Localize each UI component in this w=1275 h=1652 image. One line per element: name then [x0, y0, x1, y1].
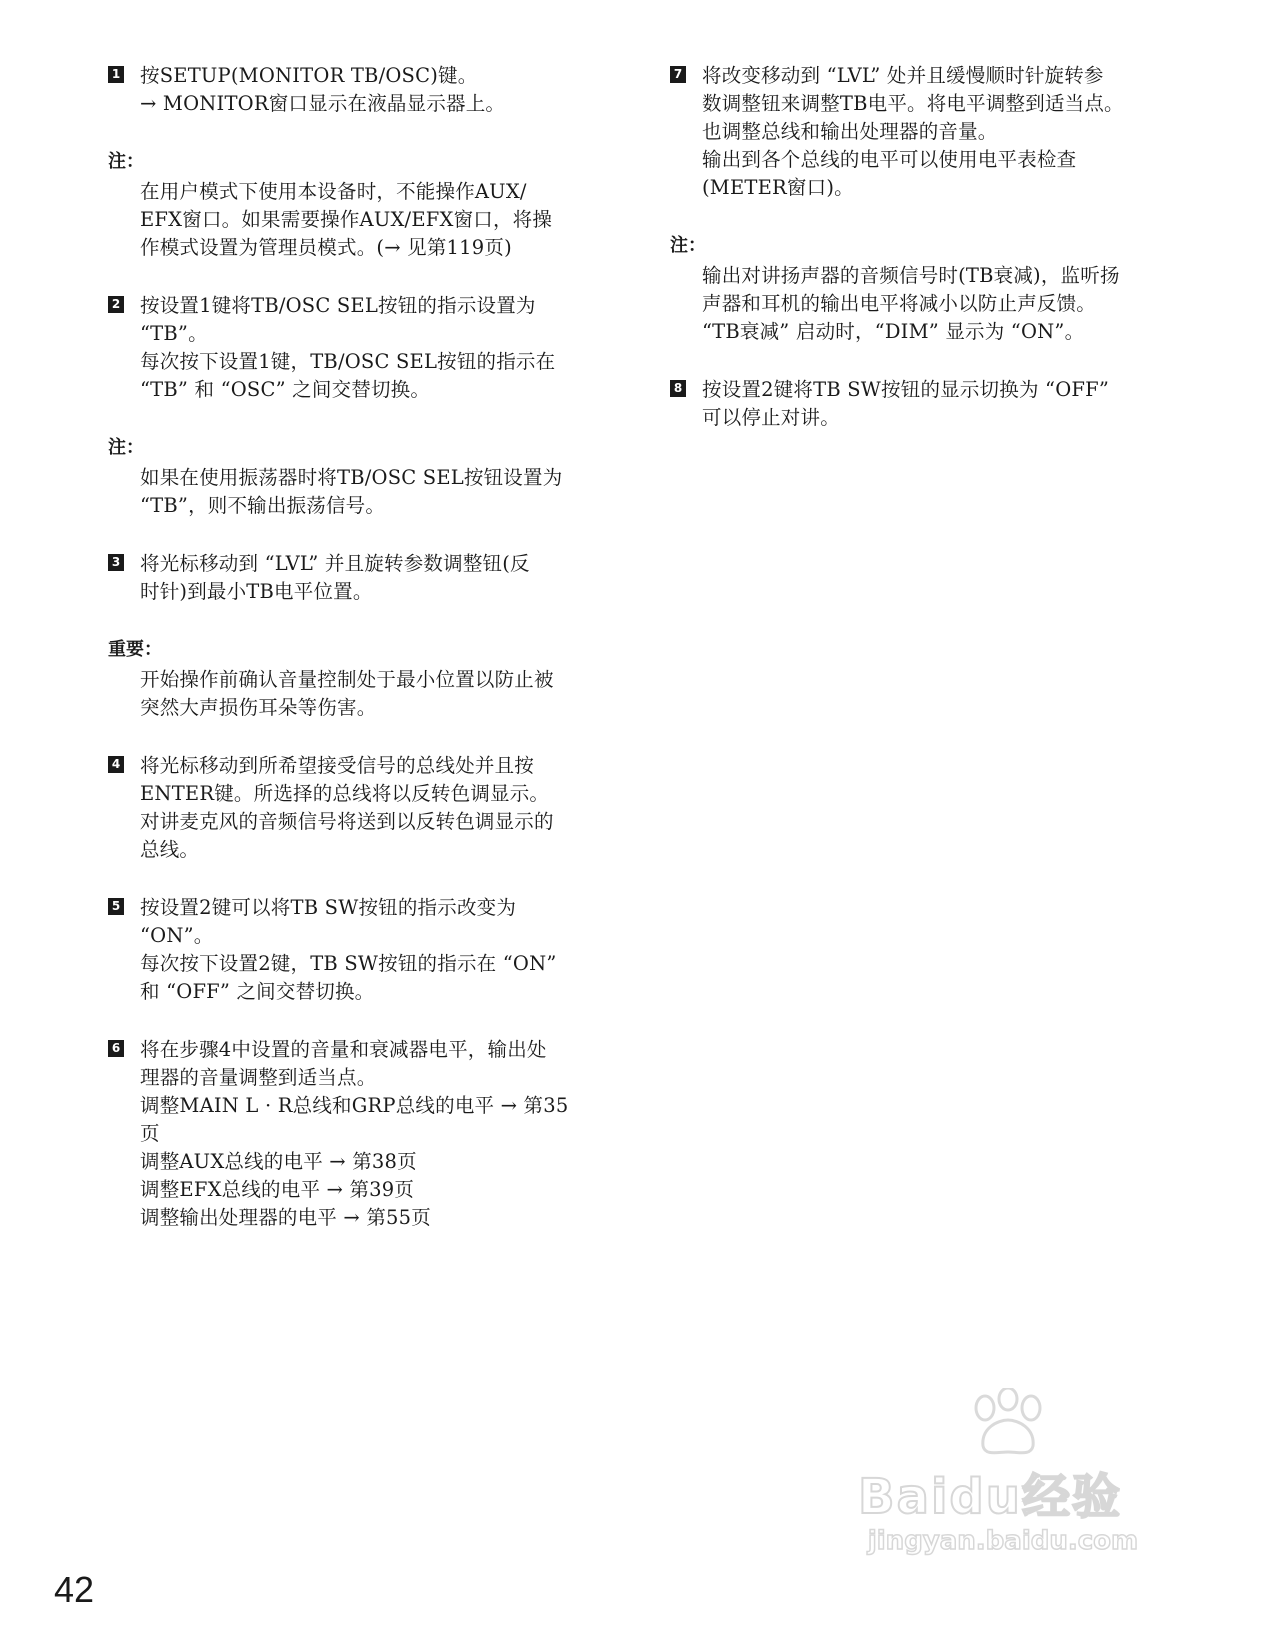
- step-text-line: (METER窗口)。: [702, 176, 854, 199]
- step-text-line: 按SETUP(MONITOR TB/OSC)键。: [140, 64, 478, 87]
- note-text-line: 开始操作前确认音量控制处于最小位置以防止被: [140, 668, 554, 691]
- step-text-line: 理器的音量调整到适当点。: [140, 1066, 377, 1089]
- note-title: 注：: [108, 437, 144, 458]
- step-text-line: 将光标移动到所希望接受信号的总线处并且按: [140, 754, 535, 777]
- step-text-line: ENTER键。所选择的总线将以反转色调显示。: [140, 782, 550, 805]
- note-title: 注：: [108, 151, 144, 172]
- step-6: [108, 1036, 608, 1232]
- step-4: [108, 752, 608, 864]
- step-text-line: 每次按下设置1键，TB/OSC SEL按钮的指示在: [140, 350, 556, 373]
- step-text-line: “ON”。: [140, 924, 214, 947]
- step-text-line: 页: [140, 1122, 160, 1145]
- note-text-line: “TB衰减” 启动时，“DIM” 显示为 “ON”。: [702, 320, 1085, 343]
- baidu-watermark: [858, 1388, 1148, 1558]
- note-1: [108, 148, 608, 262]
- note-3: [670, 232, 1170, 346]
- page-number: 42: [54, 1569, 95, 1610]
- step-text-line: 调整EFX总线的电平 → 第39页: [140, 1178, 415, 1201]
- step-text-line: 将在步骤4中设置的音量和衰减器电平，输出处: [140, 1038, 547, 1061]
- left-column: [108, 62, 608, 1262]
- step-text-line: 总线。: [140, 838, 200, 861]
- note-text-line: “TB”，则不输出振荡信号。: [140, 494, 386, 517]
- important-title: 重要：: [108, 639, 162, 660]
- note-text-line: EFX窗口。如果需要操作AUX/EFX窗口，将操: [140, 208, 553, 231]
- note-text-line: 如果在使用振荡器时将TB/OSC SEL按钮设置为: [140, 466, 563, 489]
- important-note: [108, 636, 608, 722]
- step-2: [108, 292, 608, 404]
- step-text-line: “TB”。: [140, 322, 208, 345]
- step-text-line: 可以停止对讲。: [702, 406, 840, 429]
- step-text-line: 将光标移动到 “LVL” 并且旋转参数调整钮(反: [140, 552, 530, 575]
- step-7: [670, 62, 1170, 202]
- step-text-line: → MONITOR窗口显示在液晶显示器上。: [140, 92, 506, 115]
- note-text-line: 在用户模式下使用本设备时，不能操作AUX/: [140, 180, 527, 203]
- step-text-line: 调整AUX总线的电平 → 第38页: [140, 1150, 417, 1173]
- step-text-line: 按设置2键可以将TB SW按钮的指示改变为: [140, 896, 517, 919]
- note-2: [108, 434, 608, 520]
- note-text-line: 输出对讲扬声器的音频信号时(TB衰减)，监听扬: [702, 264, 1120, 287]
- right-column: [670, 62, 1170, 462]
- paw-icon: [963, 1388, 1053, 1458]
- step-number-badge: 5: [108, 898, 124, 915]
- step-text-line: 也调整总线和输出处理器的音量。: [702, 120, 998, 143]
- step-text-line: 数调整钮来调整TB电平。将电平调整到适当点。: [702, 92, 1124, 115]
- step-1: [108, 62, 608, 118]
- note-text-line: 突然大声损伤耳朵等伤害。: [140, 696, 377, 719]
- watermark-url: jingyan.baidu.com: [867, 1526, 1139, 1556]
- step-text-line: 调整MAIN L · R总线和GRP总线的电平 → 第35: [140, 1094, 569, 1117]
- step-5: [108, 894, 608, 1006]
- step-3: [108, 550, 608, 606]
- step-number-badge: 6: [108, 1040, 124, 1057]
- step-text-line: 对讲麦克风的音频信号将送到以反转色调显示的: [140, 810, 554, 833]
- step-number-badge: 4: [108, 756, 124, 773]
- step-text-line: 每次按下设置2键，TB SW按钮的指示在 “ON”: [140, 952, 557, 975]
- step-text-line: 按设置2键将TB SW按钮的显示切换为 “OFF”: [702, 378, 1110, 401]
- step-text-line: 和 “OFF” 之间交替切换。: [140, 980, 375, 1003]
- step-number-badge: 2: [108, 296, 124, 313]
- note-text-line: 作模式设置为管理员模式。(→ 见第119页): [140, 236, 512, 259]
- step-8: [670, 376, 1170, 432]
- step-text-line: 调整输出处理器的电平 → 第55页: [140, 1206, 431, 1229]
- step-text-line: 将改变移动到 “LVL” 处并且缓慢顺时针旋转参: [702, 64, 1104, 87]
- watermark-logo-text: Baidu经验: [858, 1469, 1122, 1525]
- note-title: 注：: [670, 235, 706, 256]
- step-text-line: “TB” 和 “OSC” 之间交替切换。: [140, 378, 431, 401]
- step-number-badge: 3: [108, 554, 124, 571]
- step-text-line: 时针)到最小TB电平位置。: [140, 580, 373, 603]
- step-number-badge: 7: [670, 66, 686, 83]
- step-text-line: 输出到各个总线的电平可以使用电平表检查: [702, 148, 1077, 171]
- note-text-line: 声器和耳机的输出电平将减小以防止声反馈。: [702, 292, 1097, 315]
- step-text-line: 按设置1键将TB/OSC SEL按钮的指示设置为: [140, 294, 536, 317]
- step-number-badge: 8: [670, 380, 686, 397]
- step-number-badge: 1: [108, 66, 124, 83]
